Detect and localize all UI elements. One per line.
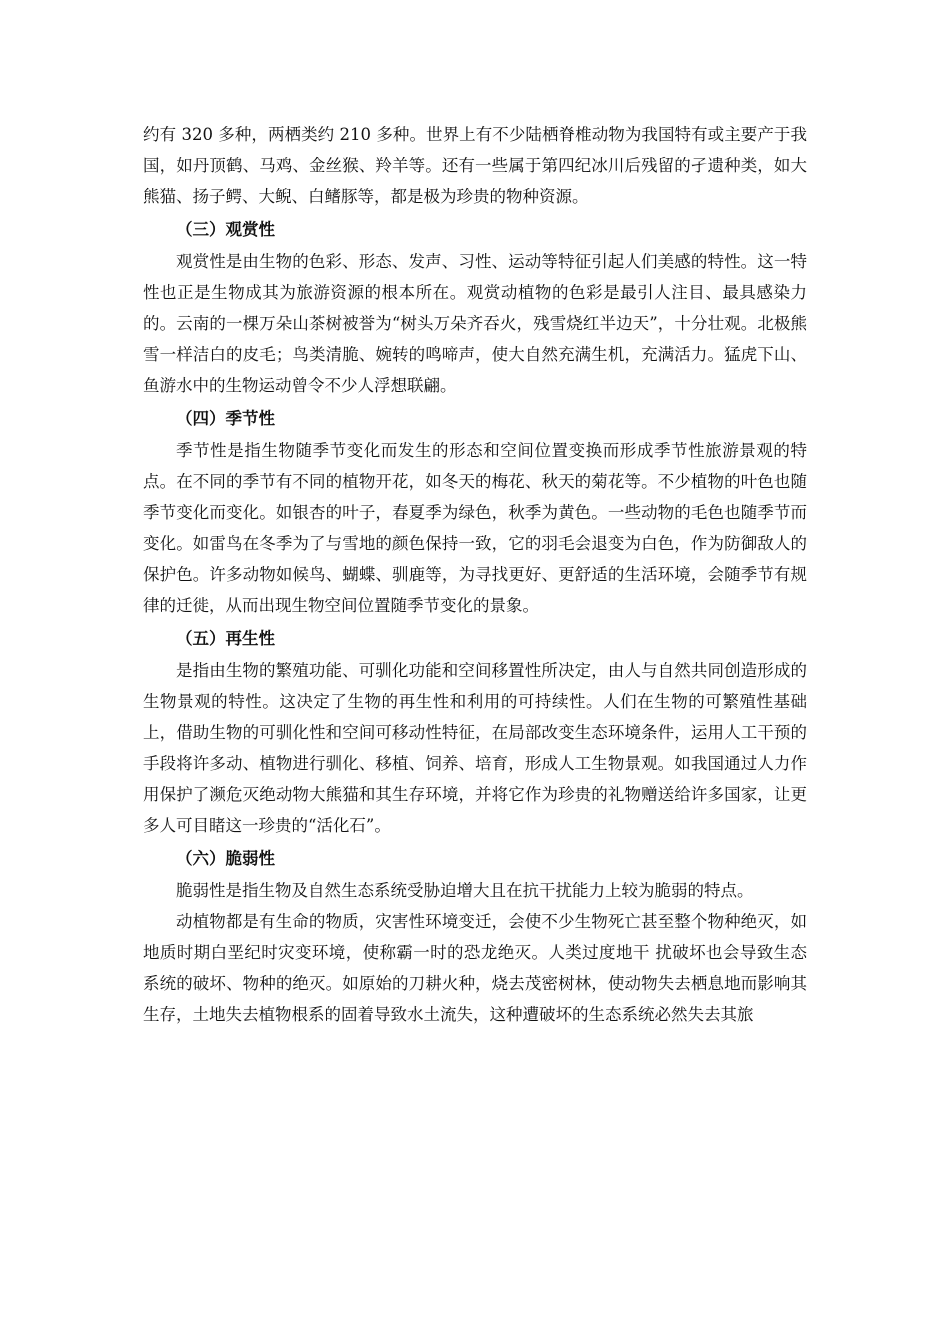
heading-ornamental: （三）观赏性 [176, 220, 275, 239]
paragraph-fragility-definition: 脆弱性是指生物及自然生态系统受胁迫增大且在抗干扰能力上较为脆弱的特点。 [176, 881, 754, 900]
heading-fragility: （六）脆弱性 [176, 849, 275, 868]
document-page [143, 119, 807, 1030]
paragraph-species-continuation: 约有 320 多种，两栖类约 210 多种。世界上有不少陆栖脊椎动物为我国特有或主要产于我国，如丹顶鹤、马鸡、金丝猴、羚羊等。还有一些属于第四纪冰川后残留的孑遗种类，如大熊猫、扬子鳄、大鲵、白鳍豚等，都是极为珍贵的物种资源。 [143, 125, 807, 206]
paragraph-seasonal: 季节性是指生物随季节变化而发生的形态和空间位置变换而形成季节性旅游景观的特点。在不同的季节有不同的植物开花，如冬天的梅花、秋天的菊花等。不少植物的叶色也随季节变化而变化。如银杏的叶子，春夏季为绿色，秋季为黄色。一些动物的毛色也随季节而变化。如雷鸟在冬季为了与雪地的颜色保持一致，它的羽毛会退变为白色，作为防御敌人的保护色。许多动物如候鸟、蝴蝶、驯鹿等，为寻找更好、更舒适的生活环境，会随季节有规律的迁徙，从而出现生物空间位置随季节变化的景象。 [143, 441, 807, 615]
paragraph-fragility-detail: 动植物都是有生命的物质，灾害性环境变迁，会使不少生物死亡甚至整个物种绝灭，如地质时期白垩纪时灾变环境，使称霸一时的恐龙绝灭。人类过度地干 扰破坏也会导致生态系统的破坏、物种的绝灭。如原始的刀耕火种，烧去茂密树林，使动物失去栖息地而影响其生存，土地失去植物根系的固着导致水土流失，这种遭破坏的生态系统必然失去其旅 [143, 912, 807, 1024]
heading-seasonal: （四）季节性 [176, 409, 275, 428]
paragraph-regenerative: 是指由生物的繁殖功能、可驯化功能和空间移置性所决定，由人与自然共同创造形成的生物景观的特性。这决定了生物的再生性和利用的可持续性。人们在生物的可繁殖性基础上，借助生物的可驯化性和空间可移动性特征，在局部改变生态环境条件，运用人工干预的手段将许多动、植物进行驯化、移植、饲养、培育，形成人工生物景观。如我国通过人力作用保护了濒危灭绝动物大熊猫和其生存环境，并将它作为珍贵的礼物赠送给许多国家，让更多人可目睹这一珍贵的“活化石”。 [143, 661, 807, 835]
paragraph-ornamental: 观赏性是由生物的色彩、形态、发声、习性、运动等特征引起人们美感的特性。这一特性也正是生物成其为旅游资源的根本所在。观赏动植物的色彩是最引人注目、最具感染力的。云南的一棵万朵山茶树被誉为“树头万朵齐吞火，残雪烧红半边天”，十分壮观。北极熊雪一样洁白的皮毛；鸟类清脆、婉转的鸣啼声，使大自然充满生机，充满活力。猛虎下山、鱼游水中的生物运动曾令不少人浮想联翩。 [143, 252, 807, 395]
heading-regenerative: （五）再生性 [176, 629, 275, 648]
